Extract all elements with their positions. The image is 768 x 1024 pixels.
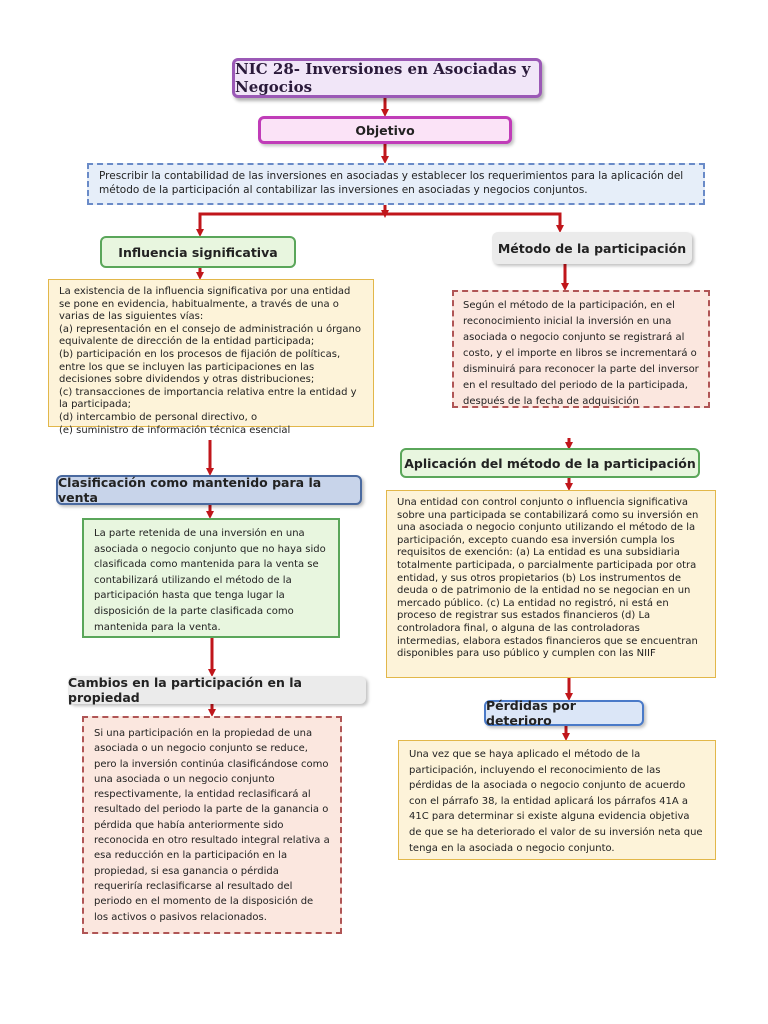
- clasificacion-paragraph: La parte retenida de una inversión en una asociada o negocio conjunto que no haya sido clasificada como mantenida para la venta se contabilizará utilizando el método de la participación hasta que tenga lugar la disposición de la parte clasificada como mantenida para la venta.: [94, 528, 326, 633]
- influencia-line: (d) intercambio de personal directivo, o: [59, 411, 258, 423]
- influencia-text: [48, 279, 374, 436]
- clasificacion-text: [82, 518, 340, 638]
- objetivo-heading: Objetivo: [258, 116, 512, 144]
- perdidas-text: [398, 740, 716, 860]
- cambios-text: [82, 716, 342, 934]
- metodo-paragraph: Según el método de la participación, en el reconocimiento inicial la inversión en una asociada o negocio conjunto se registrará al costo, y el importe en libros se incrementará o disminuirá para reconocer la parte del inversor en el resultado del periodo de la participada, después de la fecha de adquisición: [463, 300, 699, 407]
- influencia-line: (b) participación en los procesos de fijación de políticas, entre los que se incluyen las participaciones en las decisiones sobre dividendos y otras distribuciones;: [59, 348, 341, 386]
- influencia-line: La existencia de la influencia significativa por una entidad se pone en evidencia, habitualmente, a través de una o varias de las siguientes vías:: [59, 286, 351, 323]
- cambios-paragraph: Si una participación en la propiedad de una asociada o un negocio conjunto se reduce, pero la inversión continúa clasificándose como una asociada o un negocio conjunto respectivamente, la entidad reclasificará al resultado del periodo la parte de la ganancia o pérdida que había anteriormente sido reconocida en otro resultado integral relativa a esa reducción en la participación en la propiedad, si esa ganancia o pérdida requeriría reclasificarse al resultado del periodo en el momento de la disposición de los activos o pasivos relacionados.: [94, 728, 330, 923]
- clasificacion-heading: Clasificación como mantenido para la venta: [56, 475, 362, 505]
- aplicacion-text: [386, 490, 716, 678]
- metodo-heading: Método de la participación: [492, 232, 692, 264]
- influencia-heading: Influencia significativa: [100, 236, 296, 268]
- perdidas-heading: Pérdidas por deterioro: [484, 700, 644, 726]
- influencia-line: (c) transacciones de importancia relativa entre la entidad y la participada;: [59, 386, 357, 411]
- objetivo-text: [87, 163, 705, 205]
- influencia-line: (a) representación en el consejo de administración u órgano equivalente de dirección de la entidad participada;: [59, 323, 361, 348]
- metodo-text: [452, 290, 710, 408]
- aplicacion-paragraph: Una entidad con control conjunto o influencia significativa sobre una participada se contabilizará como su inversión en una asociada o negocio conjunto utilizando el método de la participación, excepto cuando esa inversión cumpla los requisitos de exención: (a) La entidad es una subsidiaria totalmente participada, o parcialmente participada por otra entidad, y sus otros propietarios (b) Los instrumentos de deuda o de patrimonio de la entidad no se negocian en un mercado público. (c) La entidad no registró, ni está en proceso de registrar sus estados financieros (d) La controladora final, o alguna de las controladoras intermedias, elabora estados financieros que se encuentran disponibles para uso público y cumplen con las NIIF: [397, 497, 699, 660]
- connector-branch: [200, 214, 560, 232]
- page-title: NIC 28- Inversiones en Asociadas y Negocios: [232, 58, 542, 98]
- perdidas-paragraph: Una vez que se haya aplicado el método de la participación, incluyendo el reconocimiento de las pérdidas de la asociada o negocio conjunto de acuerdo con el párrafo 38, la entidad aplicará los párrafos 41A a 41C para determinar si existe alguna evidencia objetiva de que se ha deteriorado el valor de su inversión neta que tenga en la asociada o negocio conjunto.: [409, 749, 703, 854]
- objetivo-paragraph: Prescribir la contabilidad de las inversiones en asociadas y establecer los requerimientos para la aplicación del método de la participación al contabilizar las inversiones en asociadas y negocios conjuntos.: [99, 170, 684, 196]
- aplicacion-heading: Aplicación del método de la participación: [400, 448, 700, 478]
- influencia-line: (e) suministro de información técnica esencial: [59, 424, 291, 436]
- cambios-heading: Cambios en la participación en la propiedad: [68, 676, 366, 704]
